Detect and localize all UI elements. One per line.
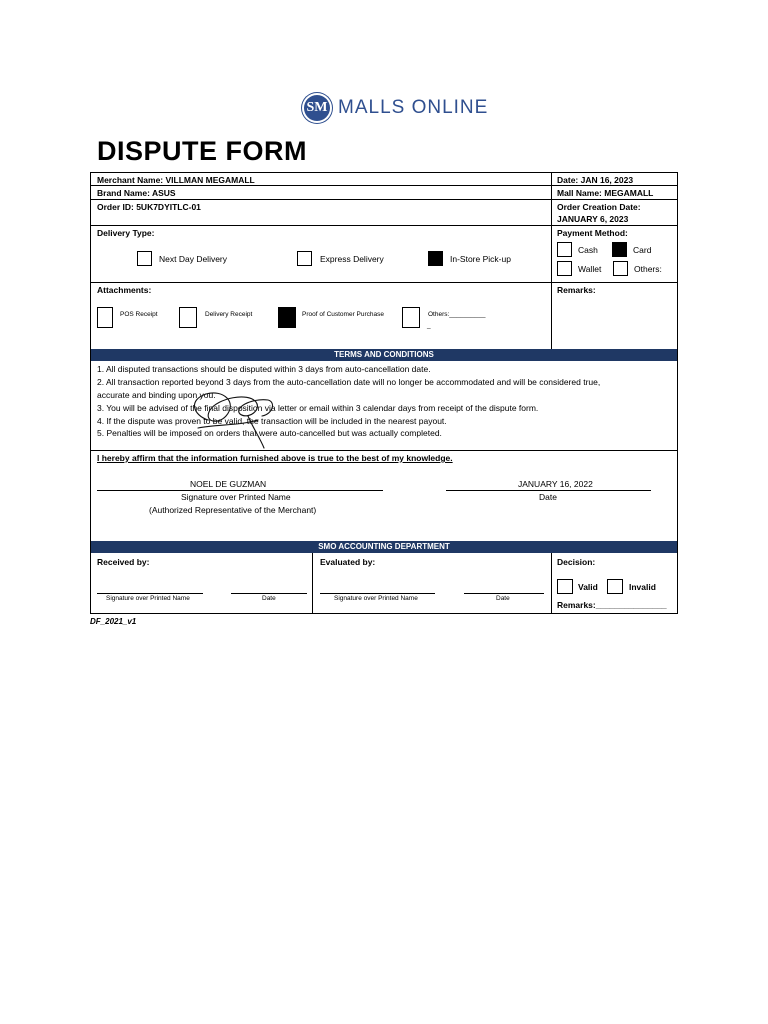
handwritten-signature <box>178 380 288 450</box>
payment-method-label: Payment Method: <box>557 228 628 238</box>
order-id: Order ID: 5UK7DYITLC-01 <box>97 202 201 212</box>
order-creation-date: JANUARY 6, 2023 <box>557 214 629 224</box>
order-creation-label: Order Creation Date: <box>557 202 641 212</box>
delivery-receipt-label: Delivery Receipt <box>205 311 253 318</box>
proof-of-purchase-checkbox[interactable] <box>278 307 296 328</box>
sm-logo-icon: SM <box>302 93 332 123</box>
others-attachment-checkbox[interactable] <box>402 307 420 328</box>
card-checkbox[interactable] <box>612 242 627 257</box>
received-date-caption: Date <box>262 595 276 602</box>
received-by-label: Received by: <box>97 557 150 567</box>
valid-label: Valid <box>578 582 598 592</box>
remarks-label: Remarks: <box>557 285 596 295</box>
brand-name: Brand Name: ASUS <box>97 188 176 198</box>
term-4: 4. If the dispute was proven to be valid, the transaction will be included in the nearest payout. <box>97 416 447 426</box>
terms-heading: TERMS AND CONDITIONS <box>91 349 677 361</box>
in-store-pickup-label: In-Store Pick-up <box>450 254 511 264</box>
term-3: 3. You will be advised of the final disposition via letter or email within 3 calendar days from receipt of the dispute form. <box>97 403 539 413</box>
card-label: Card <box>633 245 652 255</box>
evaluated-signature-caption: Signature over Printed Name <box>334 595 418 602</box>
wallet-label: Wallet <box>578 264 602 274</box>
term-1: 1. All disputed transactions should be disputed within 3 days from auto-cancellation date. <box>97 364 431 374</box>
delivery-receipt-checkbox[interactable] <box>179 307 197 328</box>
merchant-name: Merchant Name: VILLMAN MEGAMALL <box>97 175 255 185</box>
term-2: 2. All transaction reported beyond 3 days from the auto-cancellation date will no longer be accommodated and will be considered true, <box>97 377 601 387</box>
affirmation-text: I hereby affirm that the information furnished above is true to the best of my knowledge. <box>97 453 453 463</box>
term-2-cont: accurate and binding upon you. <box>97 390 216 400</box>
wallet-checkbox[interactable] <box>557 261 572 276</box>
cash-label: Cash <box>578 245 598 255</box>
others-payment-label: Others: <box>634 264 662 274</box>
others-payment-checkbox[interactable] <box>613 261 628 276</box>
logo-text: MALLS ONLINE <box>338 97 489 118</box>
sm-malls-online-logo <box>302 90 488 126</box>
signature-caption: Signature over Printed Name <box>181 492 291 502</box>
accounting-heading: SMO ACCOUNTING DEPARTMENT <box>91 541 677 553</box>
decision-label: Decision: <box>557 557 596 567</box>
others-attachment-tail: _ <box>427 322 431 329</box>
express-delivery-checkbox[interactable] <box>297 251 312 266</box>
evaluated-date-caption: Date <box>496 595 510 602</box>
form-title: DISPUTE FORM <box>97 136 308 166</box>
term-5: 5. Penalties will be imposed on orders that were auto-cancelled but was actually completed. <box>97 428 442 438</box>
received-signature-caption: Signature over Printed Name <box>106 595 190 602</box>
invalid-label: Invalid <box>629 582 656 592</box>
form-version: DF_2021_v1 <box>90 617 137 626</box>
signatory-name: NOEL DE GUZMAN <box>190 479 267 489</box>
representative-caption: (Authorized Representative of the Merchant) <box>149 505 317 515</box>
evaluated-by-label: Evaluated by: <box>320 557 376 567</box>
next-day-delivery-label: Next Day Delivery <box>159 254 228 264</box>
decision-remarks: Remarks:_______________ <box>557 600 667 610</box>
proof-of-purchase-label: Proof of Customer Purchase <box>302 311 385 318</box>
express-delivery-label: Express Delivery <box>320 254 384 264</box>
valid-checkbox[interactable] <box>557 579 573 594</box>
next-day-delivery-checkbox[interactable] <box>137 251 152 266</box>
cash-checkbox[interactable] <box>557 242 572 257</box>
pos-receipt-label: POS Receipt <box>120 311 158 318</box>
invalid-checkbox[interactable] <box>607 579 623 594</box>
form-date: Date: JAN 16, 2023 <box>557 175 634 185</box>
attachments-label: Attachments: <box>97 285 152 295</box>
mall-name: Mall Name: MEGAMALL <box>557 188 654 198</box>
affirmation-date-caption: Date <box>539 492 557 502</box>
in-store-pickup-checkbox[interactable] <box>428 251 443 266</box>
affirmation-date: JANUARY 16, 2022 <box>518 479 593 489</box>
others-attachment-label: Others:__________ <box>428 311 486 318</box>
delivery-type-label: Delivery Type: <box>97 228 155 238</box>
pos-receipt-checkbox[interactable] <box>97 307 113 328</box>
